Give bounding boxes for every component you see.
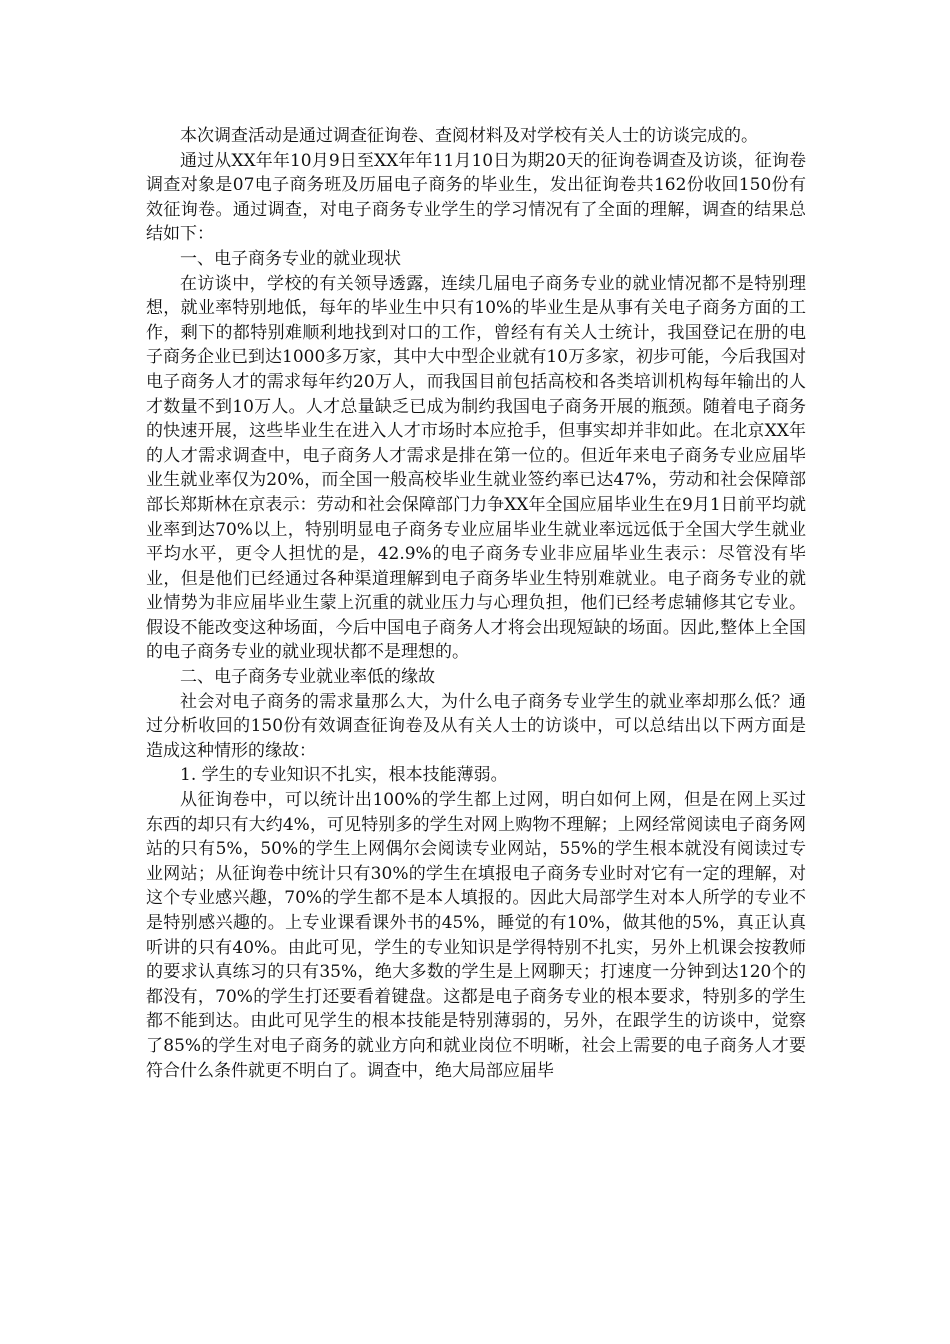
survey-method-paragraph: 通过从XX年年10月9日至XX年年11月10日为期20天的征询卷调查及访谈，征询卷调查对象是07电子商务班及历届电子商务的毕业生，发出征询卷共162份收回150份有效征询卷。通过调查，对电子商务专业学生的学习情况有了全面的理解，调查的结果总结如下：	[146, 150, 806, 245]
section-heading-employment-status: 一、电子商务专业的就业现状	[180, 248, 401, 269]
employment-status-paragraph: 在访谈中，学校的有关领导透露，连续几届电子商务专业的就业情况都不是特别理想，就业率特别地低，每年的毕业生中只有10%的毕业生是从事有关电子商务方面的工作，剩下的都特别难顺利地找到对口的工作，曾经有有关人士统计，我国登记在册的电子商务企业已到达1000多万家，其中大中型企业就有10万多家，初步可能，今后我国对电子商务人才的需求每年约20万人，而我国目前包括高校和各类培训机构每年输出的人才数量不到10万人。人才总量缺乏已成为制约我国电子商务开展的瓶颈。随着电子商务的快速开展，这些毕业生在进入人才市场时本应抢手，但事实却并非如此。在北京XX年的人才需求调查中，电子商务人才需求是排在第一位的。但近年来电子商务专业应届毕业生就业率仅为20%，而全国一般高校毕业生就业签约率已达47%，劳动和社会保障部部长郑斯林在京表示：劳动和社会保障部门力争XX年全国应届毕业生在9月1日前平均就业率到达70%以上，特别明显电子商务专业应届毕业生就业率远远低于全国大学生就业平均水平，更令人担忧的是，42.9%的电子商务专业非应届毕业生表示：尽管没有毕业，但是他们已经通过各种渠道理解到电子商务毕业生特别难就业。电子商务专业的就业情势为非应届毕业生蒙上沉重的就业压力与心理负担，他们已经考虑辅修其它专业。假设不能改变这种场面，今后中国电子商务人才将会出现短缺的场面。因此,整体上全国的电子商务专业的就业现状都不是理想的。	[146, 273, 806, 663]
reasons-intro-paragraph: 社会对电子商务的需求量那么大，为什么电子商务专业学生的就业率却那么低？通过分析收回的150份有效调查征询卷及从有关人士的访谈中，可以总结出以下两方面是造成这种情形的缘故：	[146, 691, 806, 761]
subheading-weak-skills: 1. 学生的专业知识不扎实，根本技能薄弱。	[180, 765, 508, 786]
survey-findings-paragraph: 从征询卷中，可以统计出100%的学生都上过网，明白如何上网，但是在网上买过东西的却只有大约4%，可见特别多的学生对网上购物不理解；上网经常阅读电子商务网站的只有5%，50%的学生上网偶尔会阅读专业网站，55%的学生根本就没有阅读过专业网站；从征询卷中统计只有30%的学生在填报电子商务专业时对它有一定的理解，对这个专业感兴趣，70%的学生都不是本人填报的。因此大局部学生对本人所学的专业不是特别感兴趣的。上专业课看课外书的45%，睡觉的有10%，做其他的5%，真正认真听讲的只有40%。由此可见，学生的专业知识是学得特别不扎实，另外上机课会按教师的要求认真练习的只有35%，绝大多数的学生是上网聊天；打速度一分钟到达120个的都没有，70%的学生打还要看着键盘。这都是电子商务专业的根本要求，特别多的学生都不能到达。由此可见学生的根本技能是特别薄弱的，另外，在跟学生的访谈中，觉察了85%的学生对电子商务的就业方向和就业岗位不明晰，社会上需要的电子商务人才要符合什么条件就更不明白了。调查中，绝大局部应届毕	[146, 790, 806, 1081]
intro-paragraph: 本次调查活动是通过调查征询卷、查阅材料及对学校有关人士的访谈完成的。	[180, 126, 758, 146]
document-body	[146, 124, 806, 1083]
section-heading-low-employment-reasons: 二、电子商务专业就业率低的缘故	[180, 667, 435, 688]
